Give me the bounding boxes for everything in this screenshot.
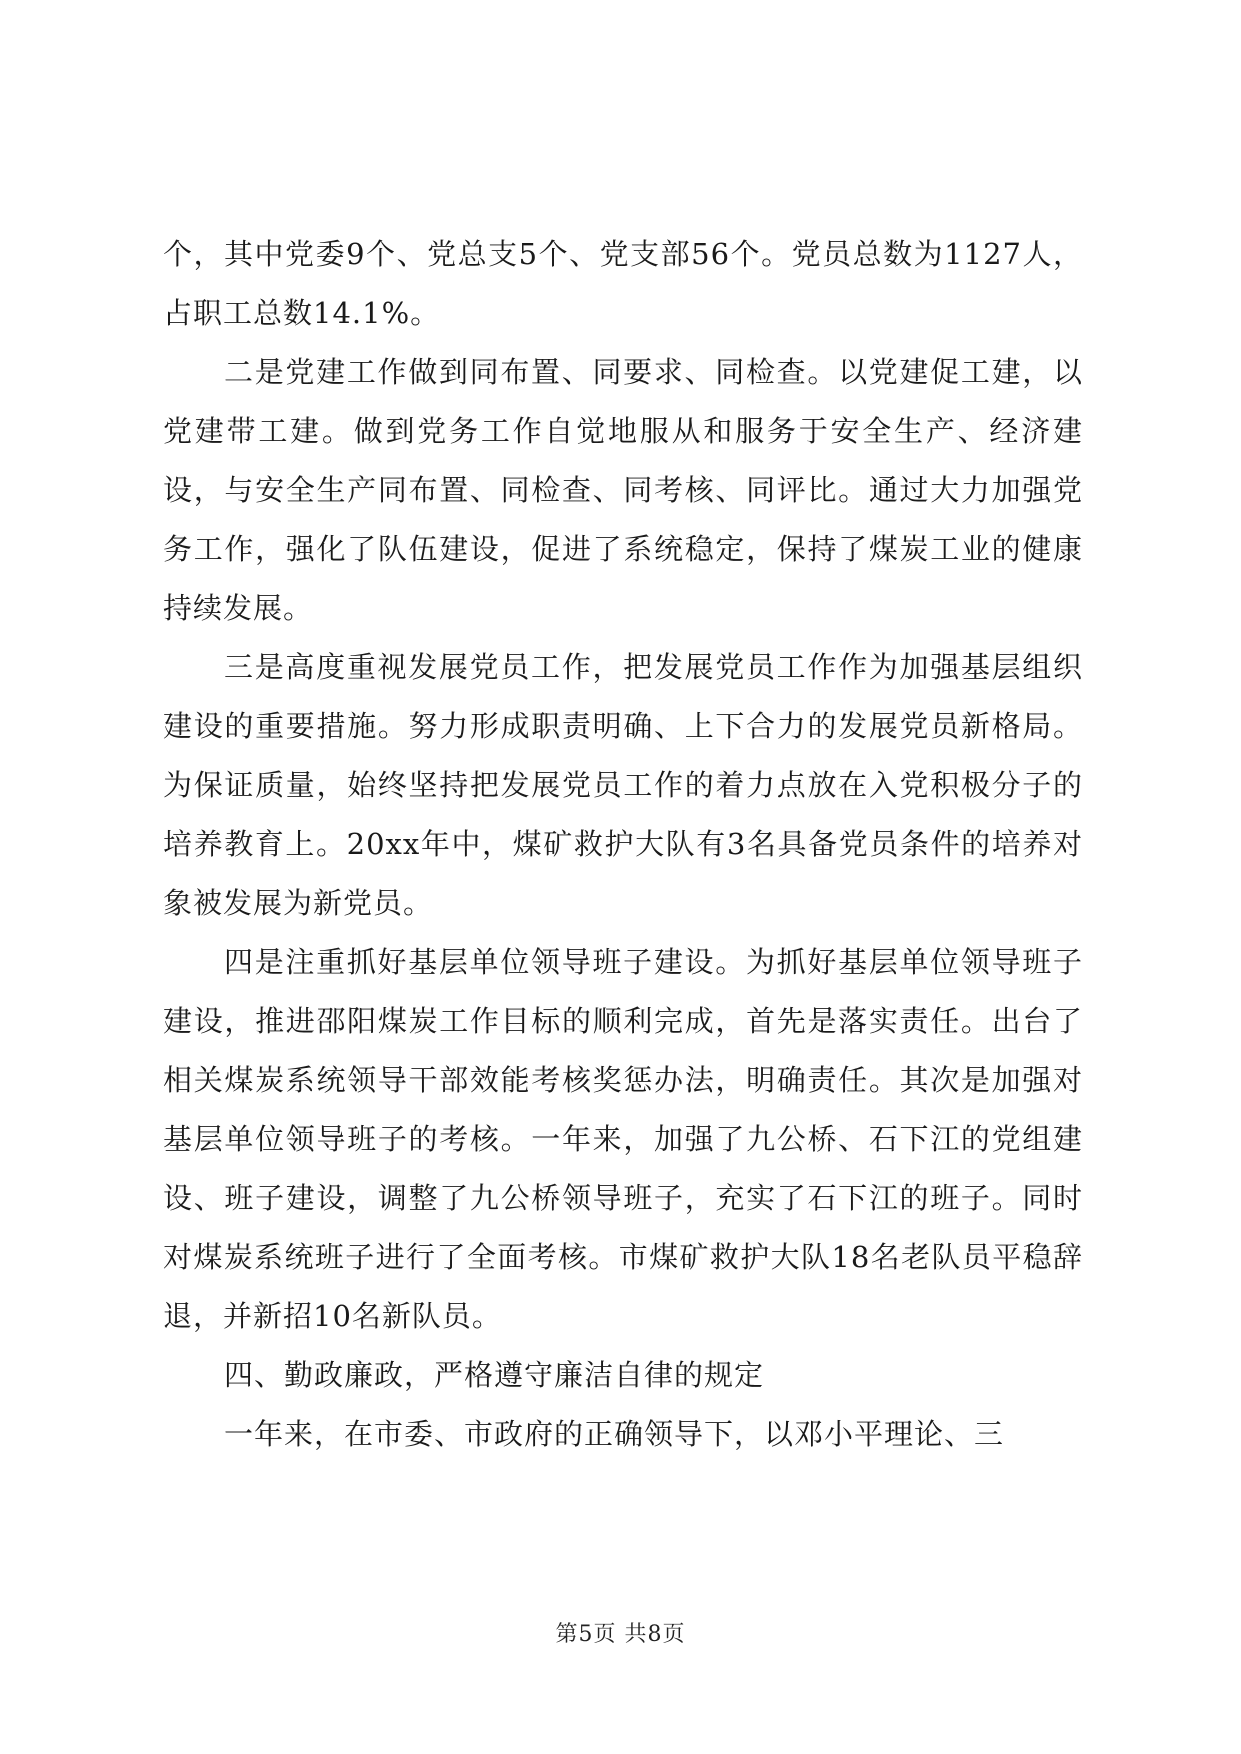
paragraph-1: 个，其中党委9个、党总支5个、党支部56个。党员总数为1127人，占职工总数14.1%。 <box>163 237 1083 330</box>
paragraph-2: 二是党建工作做到同布置、同要求、同检查。以党建促工建，以党建带工建。做到党务工作自觉地服从和服务于安全生产、经济建设，与安全生产同布置、同检查、同考核、同评比。通过大力加强党务工作，强化了队伍建设，促进了系统稳定，保持了煤炭工业的健康持续发展。 <box>163 355 1083 625</box>
paragraph-5: 一年来，在市委、市政府的正确领导下，以邓小平理论、三 <box>224 1417 1005 1451</box>
page-footer: 第5页 共8页 <box>555 1622 686 1647</box>
document-body <box>163 225 1083 1464</box>
paragraph-4: 四是注重抓好基层单位领导班子建设。为抓好基层单位领导班子建设，推进邵阳煤炭工作目标的顺利完成，首先是落实责任。出台了相关煤炭系统领导干部效能考核奖惩办法，明确责任。其次是加强对基层单位领导班子的考核。一年来，加强了九公桥、石下江的党组建设、班子建设，调整了九公桥领导班子，充实了石下江的班子。同时对煤炭系统班子进行了全面考核。市煤矿救护大队18名老队员平稳辞退，并新招10名新队员。 <box>163 945 1083 1333</box>
section-heading: 四、勤政廉政，严格遵守廉洁自律的规定 <box>224 1358 765 1392</box>
paragraph-3: 三是高度重视发展党员工作，把发展党员工作作为加强基层组织建设的重要措施。努力形成职责明确、上下合力的发展党员新格局。为保证质量，始终坚持把发展党员工作的着力点放在入党积极分子的培养教育上。20xx年中，煤矿救护大队有3名具备党员条件的培养对象被发展为新党员。 <box>163 650 1083 920</box>
